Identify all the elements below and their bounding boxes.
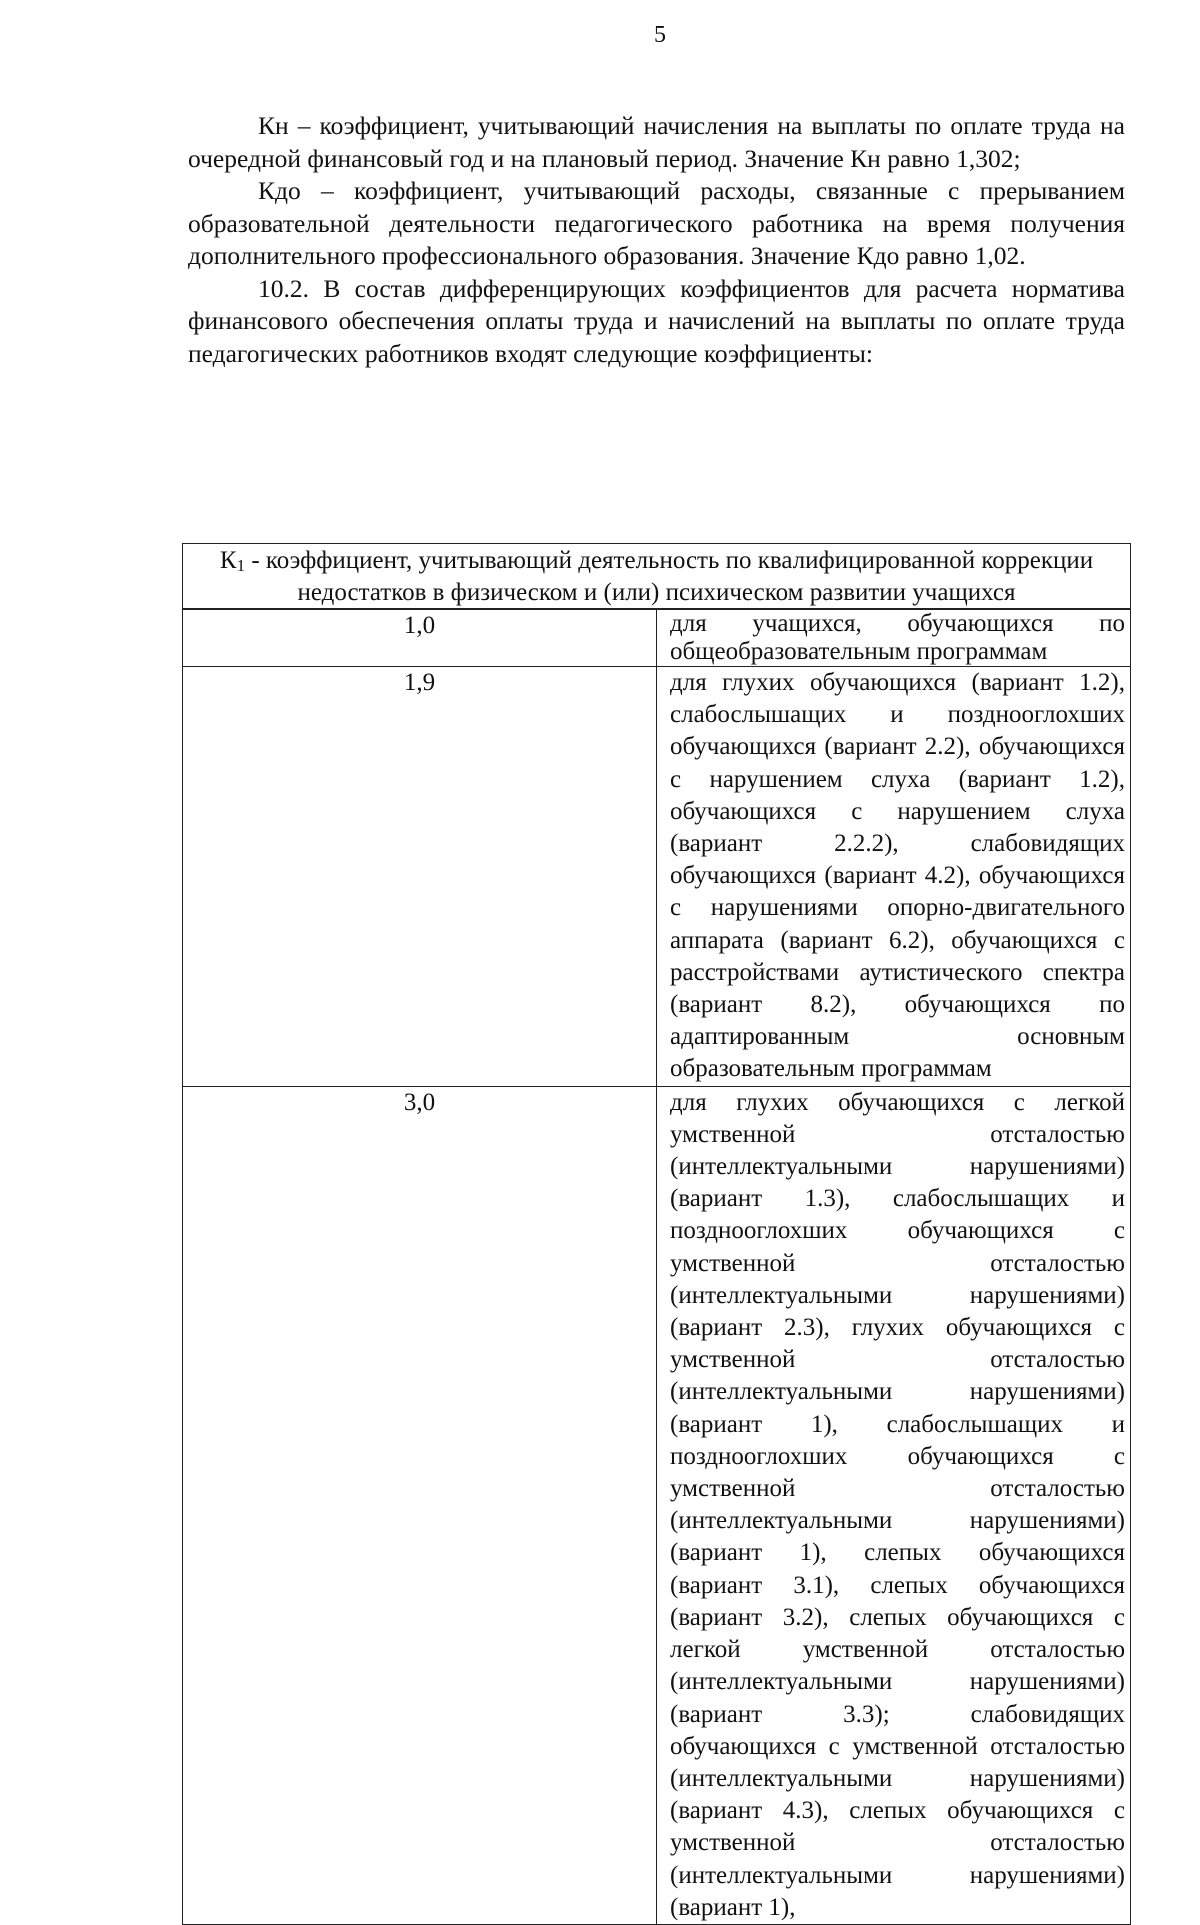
header-text: - коэффициент, учитывающий деятельность по квалифицированной коррекции недостатков в физическом и (или) психическом развитии учащихся (245, 547, 1094, 606)
coefficient-value: 1,0 (183, 609, 657, 667)
paragraph-10-2: 10.2. В состав дифференцирующих коэффициентов для расчета норматива финансового обеспечения оплаты труда и начислений на выплаты по оплате труда педагогических работников входят следующие коэффициенты: (188, 273, 1125, 368)
coefficient-table-wrapper (182, 543, 1131, 1925)
table-row (183, 667, 1131, 1087)
body-text (188, 110, 1125, 370)
coefficient-description: для глухих обучающихся (вариант 1.2), слабослышащих и позднооглохших обучающихся (вариант 2.2), обучающихся с нарушением слуха (вариант 1.2), обучающихся с нарушением слуха (вариант 2.2.2), слабовидящих обучающихся (вариант 4.2), обучающихся с нарушениями опорно-двигательного аппарата (вариант 6.2), обучающихся с расстройствами аутистического спектра (вариант 8.2), обучающихся по адаптированным основным образовательным программам (657, 667, 1131, 1087)
coefficient-table (182, 543, 1131, 1925)
paragraph-kn: Кн – коэффициент, учитывающий начисления на выплаты по оплате труда на очередной финансовый год и на плановый период. Значение Кн равно 1,302; (188, 111, 1125, 173)
paragraph-kdo: Кдо – коэффициент, учитывающий расходы, связанные с прерыванием образовательной деятельности педагогического работника на время получения дополнительного профессионального образования. Значение Кдо равно 1,02. (188, 176, 1125, 270)
page-number: 5 (654, 22, 666, 48)
table-header-row (183, 544, 1131, 610)
table-row (183, 1086, 1131, 1924)
table-row (183, 609, 1131, 667)
header-prefix: К (219, 547, 237, 574)
coefficient-description: для учащихся, обучающихся по общеобразовательным программам (657, 609, 1131, 667)
coefficient-description: для глухих обучающихся с легкой умственной отсталостью (интеллектуальными нарушениями) (вариант 1.3), слабослышащих и позднооглохших обучающихся с умственной отсталостью (интеллектуальными нарушениями) (вариант 2.3), глухих обучающихся с умственной отсталостью (интеллектуальными нарушениями) (вариант 1), слабослышащих и позднооглохших обучающихся с умственной отсталостью (интеллектуальными нарушениями) (вариант 1), слепых обучающихся (вариант 3.1), слепых обучающихся (вариант 3.2), слепых обучающихся с легкой умственной отсталостью (интеллектуальными нарушениями) (вариант 3.3); слабовидящих обучающихся с умственной отсталостью (интеллектуальными нарушениями) (вариант 4.3), слепых обучающихся с умственной отсталостью (интеллектуальными нарушениями) (вариант 1), (657, 1086, 1131, 1924)
table-header-cell (183, 544, 1131, 610)
header-subscript: 1 (236, 556, 246, 575)
coefficient-value: 1,9 (183, 667, 657, 1087)
coefficient-value: 3,0 (183, 1086, 657, 1924)
